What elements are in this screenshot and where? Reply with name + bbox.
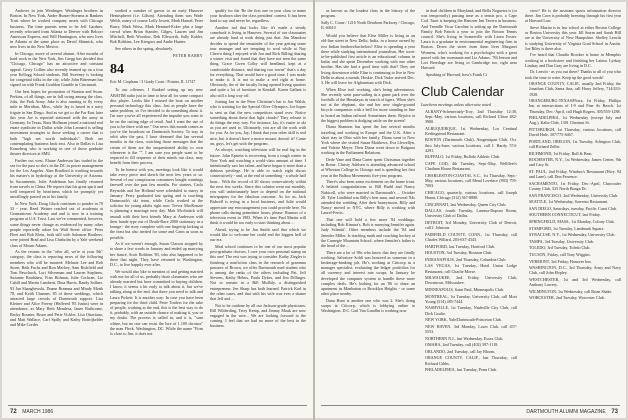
paragraph: Andover in join Weidinger, Weidinger brothers in Boston. In New York, Andre Hunter-Streams at Bankers Trust where he worked company assets with Chicago business. The time parents seem to be Jeff Gardner, recently relocated from Atlanta to Denver with Belcorr American Express, and Will Huntington, who now lives in Atlanta at the same place as David Shinnick, who now lives in the New Mexico. <box>10 8 103 50</box>
page-number: 73 <box>611 409 618 415</box>
left-column-3 <box>210 8 306 402</box>
calendar-entry: ORLANDO, 2nd Tuesday, call Jay Bloom. <box>425 348 496 354</box>
right-folio <box>526 409 618 415</box>
paragraph: To be honest with you, meetings look like it would take every piece and sketch the next few years or so. Several of our conspicuous consumers bought warnings farewell over the past few months. For starters, Carlo Reynolds and Joe Holland were scheduled to marry in January. Perry graduated last spring and is coaching Dartmouth's ski team, while Carla worked at the solicitor for young adults right now. Trevor MacKenzie is planning a marriage next day. Matt Mcclintick will assault with their best friends Mary at Anderson with their hands-type out of Death-Race 2000 stationary in a lounge - the story complete with one fingertip lacking at the feast but also invited for some and Carin as soon as possible. <box>110 166 203 240</box>
club-calendar-title: Club Calendar <box>421 84 505 100</box>
calendar-entry: SOUTHERN CONNECTICUT, last Friday. <box>529 212 601 218</box>
paragraph: Joining Jan in the Peter Christian's bar is Jon Walsh, who is training for the Special Olive Olympics. Joe hopes to sent us that the new competitors stand over. Notice something about these that fight clouds? They release to do things the easy way. For instance, Jay, it's easier to ski as you are used to. Ultimately, you are all the work with for you. As for you, Jay, I think that your other skill is real nice, but it doesn't have a motor mount, doesn't it? Come on, guys, let's get with the program. <box>210 99 306 146</box>
calendar-entry: HARTFORD, last Tuesday, Hartford Club. <box>425 243 496 249</box>
calendar-entry: ALBANY-Schenectady-Troy, 2nd Thursday 12:30, Sept.-May, various locations, call Richard Ulisse 482-3900. <box>425 108 517 125</box>
calendar-entry: PHILADELPHIA, 1st Wednesday (except July and Aug.), Kalin Club, 1301 Chestnut St. <box>529 115 621 126</box>
calendar-entry: PHILADELPHIA, last Tuesday, Penn Club. <box>425 367 497 373</box>
paragraph: As if we weren't enough, Susan Clarson stopped by to share a few words in January and ended up marrying her fiancé, Scott Robbins '83, who also happened to be there that night. They have returned to Washington, D.C., to live happily ever after. <box>110 241 203 267</box>
calendar-entry: ALBUQUERQUE, 1st Wednesday, Los Centinal Kerlingstead Restaurant. <box>425 125 517 136</box>
paragraph: Another tad that looks like it's made a steady comeback is living in Hanover. Several of our classmates are already hard at work doing just that. Jim Mandoro decides to spend the remainder of the year getting some tour manager and are tempting to worl while at Nuy Chen-a thing I enjoyed with Jon and Rick Billing sharing a winter visit and found that they have not seen the same thing. Grace Gwen Colby will headland, kept at a comfortable distance, and sharing two towns" that's a day for everything. That would have a good time. I was made to make it. It is not to make a reel right at home. Obviously, the of the faculty living opened living quarters and quite a lot of furniture in Kendall. Karen Gallant is also still a long way off. <box>210 25 306 98</box>
calendar-entry: ORANGE COUNTY, CALIF., usually 2nd Friday, the Jonathan Club, Santa Ana, call Harry Jeffery, 714/433-1928. <box>529 81 621 97</box>
calendar-entry: ORANGE COUNTY, CALIF., last Thursday, call Richard Gibbs. <box>425 355 517 366</box>
calendar-entry: ST. PAUL, 2nd Friday, Windsor's Restaurant (Hwy. 94 and Lane), call Don Ferrence. <box>529 168 621 180</box>
calendar-entry: CHARLESTON-COASTAL S.C., 1st Thursday, Sept.-May, various locations, call Mead Lovelace (803) 795-7003. <box>425 172 517 189</box>
paragraph: Dr. Leavitt - as you out there? Thanks to all of you who took the time to write. Keep up the good words! <box>525 69 621 80</box>
calendar-entry: CINCINNATI, last Wednesday, Queen City Club. <box>425 201 507 207</box>
signature: PETER BARRY <box>172 53 203 59</box>
calendar-entry: DETROIT, 3rd Monday, University Club of Detroit, call J. Johnson. <box>425 220 517 231</box>
calendar-entry: NEW HAVEN, 3rd Monday, Lawn Club, call 457-5553. <box>425 323 517 334</box>
paragraph: As the returns in the "after all, we're at your 5th" category, the class is reporting news of the following members who will be married: Melanie Lee and Rob Stone, Beth Fuchs and Ron Mackey, Sam Richfield and Tom Pawchuck, Lori Silverman and Lauren Stephens, Suzanne Bradshaw, Fran Holman, Julie Cochran, Liz Cahill and Martin Lamberti, Dina Harris, Randy Sollner. 93 Jan Shanghewski, Duane Breanna and Mindy Monk 78, and Keith Channer, 85 of these weddings, which attracted large crowds of Dartmouth support. Lisa Kleiner and Alice Freeny (Heffered '85 Justin) were in attendance, as Mary Beth Mendesa, Ianee Buthcome, Becky Rosmer, Bruce and Petie Vickler, Lisa Ottaviano, and Matt Wallace, Carl Spilly and Kathy Bottrijkelder and Mike Cordes <box>10 249 103 327</box>
class-secretary-address: Sally C. Crane / 1216 North Dearborn Parkway / Chicago, IL 60610 <box>321 19 415 30</box>
class-year: 84 <box>110 62 124 78</box>
paragraph: sordied a number of guests to an early Hanover Hemispheres (i.e. Gilson). Attending them was Wade Welch, many of course Lolly Jowett, Mark Hansel, Peter Burry, Mark Weiss, Mark Hemmel-Ecker plus a large crowd when Brian Stamler, Gilges, Lauren and Jim Mitchell, Beth Woodow, Deb Ellsworth, Sally Kahler, Bob Robbins, Lee Kiergacs and Andie Hunter. <box>110 8 203 45</box>
calendar-entry: LAS VEGAS, 1st Tuesday, Hotel Union Lodge Restaurant, call Charlie Morse. <box>425 263 517 274</box>
calendar-entry: SAN DIEGO, Saturdays, tuesday, Pacific Coast Club. <box>529 205 618 211</box>
paragraph: In Chicago, move of several alumni: After months of hard work in the New York, Jim Gregg has decided that "Chicago, Chicago" has an attractive and constant appeal. Gerry Collins also recently teamed up on a four year Kellogg School students. Bill Sweeney is looking for congenial folks in the city, while John Bitterman has signed on with Frank Gouldon Gamble in Cincinnati. <box>10 51 103 88</box>
calendar-entry: WASHINGTON, D.C., 3rd Thursday, Army and Navy Club, call John Hopley. <box>529 265 621 276</box>
calendar-entry: SACRAMENTO, 1st Friday, Dec.-April, Charcoaler County Club, 525 North Bunga Dr. <box>529 180 621 191</box>
right-page <box>315 2 626 418</box>
paragraph: Diana Shannon has spent the last several months traveling and working in Europe and the U.K. After a short stay in Ohio with her family, Diana went to New York where she visited Susan Matthews, Eva Llewellyn, and Valerie Meyer. Then Diana went down to Bulgaria working in the Parliament Relations. <box>321 124 415 156</box>
paragraph: Our best hopes for promotion of Stanton and Swan. Perkins, of all things, are in full swing among the class. Jobs, the Park Army. Jake is also running to fly every mile in Meridian, Miss., while Jay is based in a navy frigate in San Diego. And as we get to the Far East later this year Joe is reported stationed with the army in Germany. In Texas, Russ Hoffman joined a national real estate syndicate in Dallas while John Leonard is selling investment strategies to those seeking a career that is both "high net worth individuals". Both are contemplating business back east. Also in Dallas is Lisa Kranzberg who is working in one of those graduate theater directors at SMU. <box>10 88 103 157</box>
class-secretary-address: Eric M. Cropham / 3 Grady Court / Pointer, IL 11747 <box>110 79 196 85</box>
paragraph: There's also been some excitement on the home front. A belated congratulations to Bill Budd and Nancy Nabicoll, who were married in Dartmouth's ... October 20. Tyler Lindblad was Billy's best man, and several '84s attended the wedding. After their honeymoon, Billy and Nancy moved to NYC, where Billy is working with Laurel-Ferris. <box>321 179 415 216</box>
paragraph: Steve Maziar is in law school at either Boston College or Boston University this year. Jill Sturm and Sarah Hill are at the University of New Hampshire. Shelley Leavitt is studying University of Virginia Grad School in Austin. Joe Riley is there also. <box>525 25 621 51</box>
calendar-entry: ORANGEBURG-TEXAS/Flrrra, 1st Friday, Phillips Inn at intersections of I-9 and Fine Av Beach. 1st Thursday, Dec.-April, call Hugh Rogers, 305/555-1288. <box>529 98 621 114</box>
paragraph: Would you believe that Elise Miller is living in an old-line street in New Delhi, India, in a house owned by two Indian brothers/bachelors? Elise is spending a year there while studying international journalism. Her soon-to-be-published first article is an educational column in India, and she spent December working with one other brother. Has she had a good time with that? They are living downtown while Elise is continuing to live in New Delhi in about a month, Hoskie. Dick Tudor arrived Dec. 3. He will leave for Afghanistan with Dick. <box>321 33 415 86</box>
left-column-1 <box>10 8 103 402</box>
paragraph: In New York, Doug Gluck continues to ponder in 70 33 - year. Reed Weiner reached out of academia at Germantown Academy and and is now in a training program at U.S. Trust. Last we've commented, however, some things never change as evidenced by many other people reportedly adore his Wall Street office. Peter Fleet and Bob Klein, both still with Salomon Brothers, were joined Brad and Lisa Chisholm by a Yale weekend class of Mount Adams. <box>10 200 103 248</box>
calendar-entry: VERMONT, 3rd Friday, Hanover Inn. <box>529 258 592 264</box>
paragraph: That one will hold a few more '84 weddings: including Bob Kimura's. Bob is marrying Jennifer again. Judy Schmitt'. Other members include the '84 and Jennifer Miller. Is teaching math and coaching hockey at the Carnegie Mountain School, where Jennifer's father is the head of the ... <box>321 217 415 249</box>
calendar-entry: SPRINGFIELD, MASS., 1st Monday, Colony Club. <box>529 218 615 224</box>
calendar-entry: BUFFALO, 1st Friday, Buffalo Athletic Club. <box>425 154 501 160</box>
paragraph: When Elise isn't working, she's being adventurous. She recently went para-sailing in a game park over the foothills of the Himalayas in search of tigers. When she's not at the elephant, she and her new single-ground bicycle companion with a bell for more standing in line to board an Indian railroad. Sometimes there. Rejoice at the biggest problem is dodging cattle on the streets! <box>321 86 415 123</box>
calendar-entry: TAMPA, 3rd Tuesday, University Club. <box>529 238 594 244</box>
calendar-entry: NORTHERN N.J., last Wednesday, Essex Club. <box>425 335 504 341</box>
paragraph: Dana Hunt is another one who was 2. She's doing swaps at Citicorp, which is lobbying online to Washington, D.C. Gail Van Gundlin is working now <box>321 297 415 314</box>
paragraph: Meal school continues to be one of our most popular post-graduate choices. I owe your own personal stamp on this one! The rest was trying to consider. Kathy Ziegler is finishing a nonfiction class in the research of grammar pastures of Brown, we offer Dartmouth med student who is among the ranks of the others including Pat, Jeff Stevens, Kathy Helms, Paula Dykes, and Jim Dillinger. Not to remain in a Bill Mullaly, a distinguished entrepreneur. Jen Sharp has both learned. Patrick Karl in the other cases, and that with his wife was ever a shame that Jeff and ... <box>210 243 306 301</box>
paragraph: Speaking of Harvard, how's Frank Ci <box>426 71 487 77</box>
paragraph: view? He is the assistant sports information director there. Jim Corn is probably breezing through his first year at Harvard Law. <box>525 8 621 24</box>
paragraph: There are a lot of '86s who know that they are finally working. Salvatore Soldi was honored as someone in a brokerage-banking job. He's working at Citicorp as a manager specialist, evaluating the ledger portfolios for all currency and interest rate swaps. In January he developed the computer system to handle these more complex deals. He's looking for an '86 to share an apartment in Manhattan or Brooklyn Heights - or some other place nearby. <box>321 249 415 297</box>
calendar-entry: CHICAGO, quarterly, various locations, call Joseph Hanut, Chicago (312) 567-8888. <box>425 189 517 201</box>
calendar-entry: SAN FRANCISCO, 2nd Wednesday, University Club. <box>529 192 619 198</box>
calendar-entry: DALLAS, fourth Tuesday, Lamesa-Dupont Room, University Club of Dallas. <box>425 208 517 219</box>
calendar-entry: MONTREAL, 1st Tuesday, University Club, call Mort Young (514) 485-7444. <box>425 293 517 304</box>
right-column-1 <box>321 8 415 402</box>
calendar-entry: INDIANAPOLIS, 2nd Thursday, Columbia Club. <box>425 256 507 262</box>
page-number: 72 <box>10 409 17 415</box>
calendar-entry: TUCSON, Friday, call Tony Wiggins. <box>529 251 591 257</box>
calendar-entry: MILWAUKEE, 2nd Friday, University Club, Downtown, Milwaukee. <box>425 275 517 286</box>
calendar-entry: OMAHA, 2nd Tuesday, call (402) 397-1118. <box>425 342 499 348</box>
calendar-entry: BOSTON (Dartmouth Club), Aingenispan Club, Oct. thru July-June, various locations, call J. Hardy, 574-4291. <box>425 137 517 153</box>
paragraph: I've heard that Claudia Brooker is home in Memphis working in a bookstore and finishing her Latinu. Lydsay Lindsay and Dan Gray are living in D.C. <box>525 52 621 68</box>
paragraph: See others in the spring, absolutely. <box>115 45 174 51</box>
paragraph: qualify for the 'Be the first one in your class to name your firstborn after the class president' contest. It has been hard to say and never be, regardless. <box>210 8 306 24</box>
paragraph: Ahead, trying to be Jan Smith said that which we would like to welcome her could end the biggest hell of our era. <box>210 226 306 243</box>
paragraph: To our offenses. I flunked setting up my new ABATIM radio just in time to hear all for some compact disc player. Looks like I missed the boat on another personal technology this class. Just as people have the same problem, so I've decided to do something about it. I'm sure you've all experienced the impulse you want to be on the cutting edge of retail. And I want the use of you to be there with me." Our news this month comes as you've the broadcast on Dartmouth Society. To stay in orbit after the past, I have dreamed that Jan several months in the class, watching those messages that the cream of them are the unquestioned ability to own whenever is the "". I am sure you people want to be required to fill sequence of their minds out class, may benefit from their process. <box>110 87 203 166</box>
calendar-entry: MINNEAPOLIS, Saint Paul, Minneapolis Club. <box>425 286 505 292</box>
calendar-entry: ROCHESTER, N.Y., 1st Wednesday, James Center, 9th and Cary St. <box>529 157 621 168</box>
paragraph: as known as the loudest class in the history of the program. <box>321 8 415 19</box>
calendar-entry: STAMFORD, 1st Tuesday, Landmark Square. <box>529 225 605 231</box>
club-calendar-subtitle: Luncheon meetings unless otherwise noted <box>421 102 492 108</box>
right-column-3 <box>525 8 621 402</box>
left-column-2 <box>110 8 203 402</box>
right-column-2 <box>421 8 517 402</box>
magazine-title: DARTMOUTH ALUMNI MAGAZINE <box>526 409 606 415</box>
calendar-entry: CAPE COD, 4th Tuesday, Sept.-May, Wellfleet's Chatham House Restaurant. <box>425 161 517 172</box>
calendar-entry: RICHMOND, 1st Friday, Bull & Bear. <box>529 150 593 156</box>
calendar-entry: SYRACUSE, N.Y., 1st Wednesday, University Club. <box>529 232 616 238</box>
paragraph: We would also like to mention of and getting married with me for all of us, probably those classmates who are already married but have committed to buying children. I know, it seems a bit early to talk about it, but we've talking along at the end, that there you need to talk and Laura Pickett: It is another way: In case you have been preparing for the third child. Peter Trailers for the sake of people, working at the end, this is the best way to do it, probably, with an outside chance of making it, you or my doubt. The process is called in, and it is, "sum whine, but no one can resist the lure of 1.100 chronos" the man Fleck. Washington, DC. While the name "Firm is close to Jim, it does not <box>110 268 203 336</box>
calendar-entry: PORTLAND, OREGON, 1st Tuesday, Arlington Club, call Richard Zeller. <box>529 138 621 149</box>
calendar-entry: NEW YORK, Yale/Dartmouth-Princeton Club. <box>425 317 502 323</box>
calendar-entry: NASHVILLE, 1st Tuesday, Nashville City Club, call Dick Goalie. <box>425 305 517 316</box>
issue-date: MARCH 1986 <box>22 409 54 415</box>
paragraph: Dede Vane and Dana Carter spent Christmas together in Rome. Christy Adelsen is attending advanced school at Wheaton College in Chicago and is spending her first year at the Balboa Movements five-year program. <box>321 157 415 178</box>
paragraph: Farther out west, Elaine Anderson has traded in the sea for the past so she's in the DC in power management for the Los Angeles. Alan Bradford is working towards his master's in hydrology at the University of Arizona. In Sacramento, Julie Andelman has finally returned from travels to China. He reports that his great spirit and well tempered by heartiness which he promptly yet unwillingly passed on to his family. <box>10 157 103 200</box>
paragraph: Not to be outdone by all our Jackson-grade physicians, Bill Wilderding, Terry Kemp, and Jimmy Mauk are now engaged in the wire... We are looking forward to the coming. I feel that we had no more of the best in the business. <box>210 302 306 329</box>
paragraph: in dual children in Maryland, and Bella Nogueira is (or was temporarily) passing time as a tennis pro, a Cape Cod. Tarot is keeping the Hanover Inn Tavern in business. And Tennille Vicar Caroline is setting up the Dartmouth Family Bob Pattoh a year to join the Boston Tennis council. She's living in Somerville with Laura Foster. Laura is a graduate in environmental engineering firm in Boston. Down the street from them lives Margaret Womens, who's working for a psychologist with a great parcel with her roommate and Liz Adams. "84 Jenson and Lori Beredage are living in Cambridge too, right near Harvard. <box>421 8 517 71</box>
calendar-entry: PITTSBURGH, 1st Thursday, various locations, call David Hale, 307/775-6467. <box>529 127 621 138</box>
calendar-entry: HOUSTON, 3rd Tuesday, Houston Club. <box>425 250 493 256</box>
calendar-entry: WILMINGTON, 1st Wednesday, call Brian Shake. <box>529 288 613 294</box>
calendar-entry: WORCESTER, 2nd Tuesday, Worcester Club. <box>529 295 605 301</box>
calendar-entry: SEATTLE, 1st Wednesday, Sorrento Restaurant. <box>529 199 609 205</box>
footer-rule <box>8 405 307 406</box>
footer-rule <box>321 405 620 406</box>
calendar-entry: TOLEDO, 3rd Tuesday, Toledo Club. <box>529 245 591 251</box>
paragraph: As always, watching television will be real big in the future. John Epstein is recovering from a tough winter in New York and watching a world-class amount of time. I intentionally saw her talent, and have begun it more than a dubious privilege. He is able to watch eight shows consecutively - and, at the end of something - a whole half hour... With the record of 20 shows consecutively within the next few weeks. Since this column went out monthly, you will unfortunately have to depend on the national newspapers for the fabulous outcome. As for us, Jack Bidwell is trying in a local business, and Julie would appreciate any encouragement you could provide here. No phone calls during primetime hours, please. Rumors of a television event in 1983. When it's time Paul Martin will think it would be too early to start thinking about ... <box>210 147 306 226</box>
calendar-entry: FAIRFIELD COUNTY, CONN., 1st Thursday, call Charles Willard, 203-637-4343. <box>425 231 517 242</box>
left-page <box>2 2 313 418</box>
left-folio <box>10 409 53 415</box>
calendar-entry: WESTCHESTER, 1st and 3rd Wednesday, call Anthony Lowery. <box>529 276 621 288</box>
